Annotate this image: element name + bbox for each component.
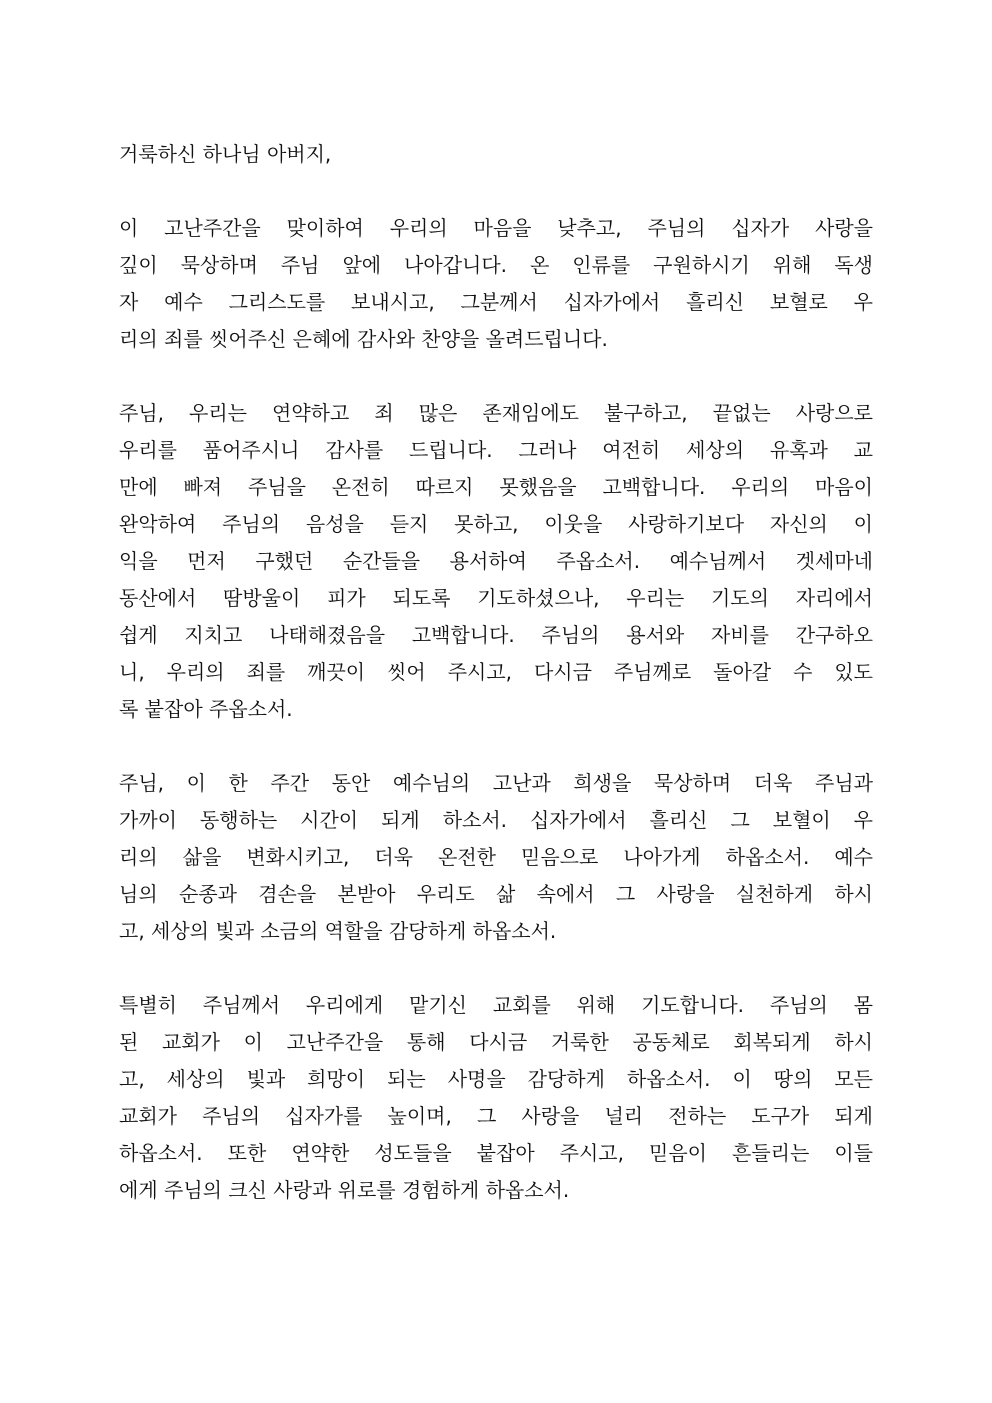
text-line: 만에 빠져 주님을 온전히 따르지 못했음을 고백합니다. 우리의 마음이	[119, 475, 873, 499]
text-line: 익을 먼저 구했던 순간들을 용서하여 주옵소서. 예수님께서 겟세마네	[119, 549, 873, 573]
paragraph-spacer	[119, 728, 873, 765]
paragraph-3	[119, 765, 873, 950]
text-line: 하옵소서. 또한 연약한 성도들을 붙잡아 주시고, 믿음이 흔들리는 이들	[119, 1141, 873, 1165]
text-line: 자 예수 그리스도를 보내시고, 그분께서 십자가에서 흘리신 보혈로 우	[119, 290, 873, 314]
text-line: 님의 순종과 겸손을 본받아 우리도 삶 속에서 그 사랑을 실천하게 하시	[119, 882, 873, 906]
text-line: 록 붙잡아 주옵소서.	[119, 697, 293, 721]
text-line: 특별히 주님께서 우리에게 맡기신 교회를 위해 기도합니다. 주님의 몸	[119, 993, 873, 1017]
text-line: 리의 죄를 씻어주신 은혜에 감사와 찬양을 올려드립니다.	[119, 327, 608, 351]
text-line: 깊이 묵상하며 주님 앞에 나아갑니다. 온 인류를 구원하시기 위해 독생	[119, 253, 873, 277]
text-line: 이 고난주간을 맞이하여 우리의 마음을 낮추고, 주님의 십자가 사랑을	[119, 216, 873, 240]
text-line: 에게 주님의 크신 사랑과 위로를 경험하게 하옵소서.	[119, 1178, 570, 1202]
paragraph-4	[119, 987, 873, 1209]
text-line: 동산에서 땀방울이 피가 되도록 기도하셨으나, 우리는 기도의 자리에서	[119, 586, 873, 610]
text-line: 된 교회가 이 고난주간을 통해 다시금 거룩한 공동체로 회복되게 하시	[119, 1030, 873, 1054]
text-line: 주님, 우리는 연약하고 죄 많은 존재임에도 불구하고, 끝없는 사랑으로	[119, 401, 873, 425]
paragraph-1	[119, 210, 873, 358]
text-line: 가까이 동행하는 시간이 되게 하소서. 십자가에서 흘리신 그 보혈이 우	[119, 808, 873, 832]
paragraph-spacer	[119, 950, 873, 987]
text-line: 우리를 품어주시니 감사를 드립니다. 그러나 여전히 세상의 유혹과 교	[119, 438, 873, 462]
greeting-line: 거룩하신 하나님 아버지,	[119, 142, 332, 166]
text-line: 고, 세상의 빛과 희망이 되는 사명을 감당하게 하옵소서. 이 땅의 모든	[119, 1067, 873, 1091]
text-line: 완악하여 주님의 음성을 듣지 못하고, 이웃을 사랑하기보다 자신의 이	[119, 512, 873, 536]
text-line: 주님, 이 한 주간 동안 예수님의 고난과 희생을 묵상하며 더욱 주님과	[119, 771, 873, 795]
paragraph-spacer	[119, 358, 873, 395]
text-line: 고, 세상의 빛과 소금의 역할을 감당하게 하옵소서.	[119, 919, 557, 943]
text-line: 교회가 주님의 십자가를 높이며, 그 사랑을 널리 전하는 도구가 되게	[119, 1104, 873, 1128]
prayer-text	[119, 136, 873, 1209]
paragraph-2	[119, 395, 873, 728]
paragraph-spacer	[119, 173, 873, 210]
text-line: 쉽게 지치고 나태해졌음을 고백합니다. 주님의 용서와 자비를 간구하오	[119, 623, 873, 647]
text-line: 니, 우리의 죄를 깨끗이 씻어 주시고, 다시금 주님께로 돌아갈 수 있도	[119, 660, 873, 684]
text-line: 리의 삶을 변화시키고, 더욱 온전한 믿음으로 나아가게 하옵소서. 예수	[119, 845, 873, 869]
